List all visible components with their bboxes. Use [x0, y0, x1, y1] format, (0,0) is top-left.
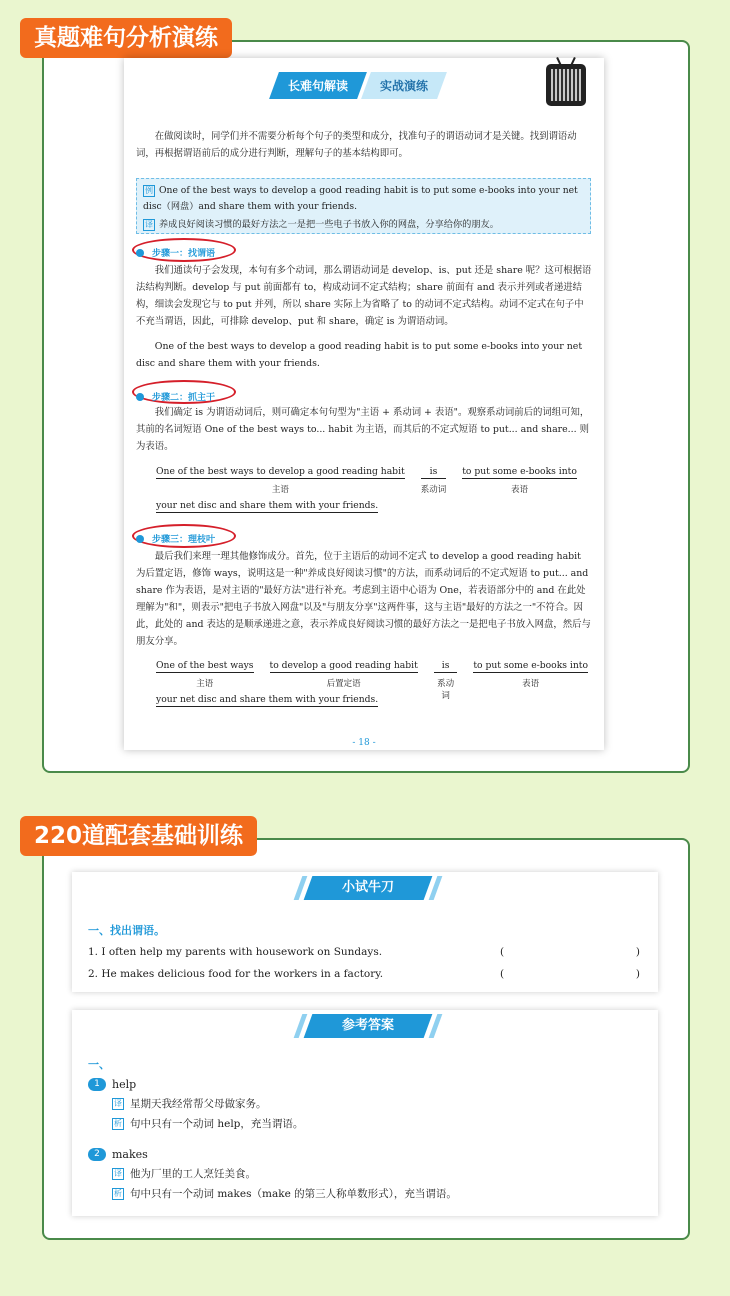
exercise-section-title: 一、找出谓语。	[88, 924, 165, 937]
answer-item: 1 help	[88, 1078, 136, 1091]
translation-text: 养成良好阅读习惯的最好方法之一是把一些电子书放入你的网盘，分享给你的朋友。	[159, 219, 499, 230]
translation-mark: 译	[145, 220, 153, 229]
answer-section-title: 一、	[88, 1058, 110, 1071]
intro-paragraph: 在做阅读时，同学们并不需要分析每个句子的类型和成分，找准句子的谓语动词才是关键。找到谓语动词，再根据谓语前后的成分进行判断，理解句子的基本结构即可。	[136, 131, 577, 159]
sentence-breakdown-2	[156, 466, 593, 495]
step3-heading: 步骤三：理枝叶	[136, 532, 215, 545]
exercise-card	[72, 872, 658, 992]
answer-card	[72, 1010, 658, 1216]
answer-blank[interactable]: ( )	[500, 968, 640, 980]
page-number: - 18 -	[352, 738, 376, 748]
example-mark: 例	[145, 186, 153, 195]
step1-sentence: One of the best ways to develop a good reading habit is to put some e-books into your net disc and share them with your friends.	[136, 341, 583, 369]
card-banner: 小试牛刀	[304, 876, 433, 900]
sentence-continuation-3: your net disc and share them with your friends.	[156, 694, 379, 705]
question-row: 1. I often help my parents with housework on Sundays. ( )	[88, 946, 640, 958]
segment: is 系动词	[434, 660, 458, 689]
answer-item: 2 makes	[88, 1148, 148, 1161]
example-text: One of the best ways to develop a good reading habit is to put some e-books into your net disc（网盘）and share them with your friends.	[143, 185, 578, 212]
example-box	[136, 178, 591, 234]
answer-analysis: 析 句中只有一个动词 makes（make 的第三人称单数形式），充当谓语。	[114, 1188, 457, 1200]
question-row: 2. He makes delicious food for the workers in a factory. ( )	[88, 968, 640, 980]
answer-analysis: 析 句中只有一个动词 help，充当谓语。	[114, 1118, 304, 1130]
step1-heading: 步骤一：找谓语	[136, 246, 215, 259]
segment: One of the best ways to develop a good reading habit 主语	[156, 466, 405, 495]
answer-translation: 译 他为厂里的工人烹饪美食。	[114, 1168, 256, 1180]
banner-right-label: 实战演练	[380, 79, 429, 93]
sentence-continuation-2: your net disc and share them with your friends.	[156, 500, 379, 511]
bullet-icon	[136, 249, 144, 257]
segment: One of the best ways 主语	[156, 660, 254, 689]
banner-left-label: 长难句解读	[288, 79, 349, 93]
step2-heading: 步骤二：抓主干	[136, 390, 215, 403]
bullet-icon	[136, 535, 144, 543]
segment: to put some e-books into 表语	[473, 660, 588, 689]
section-tag-sentence-analysis: 真题难句分析演练	[20, 18, 232, 58]
segment: to develop a good reading habit 后置定语	[269, 660, 418, 689]
number-badge: 2	[88, 1148, 106, 1161]
segment: to put some e-books into 表语	[462, 466, 577, 495]
segment: is 系动词	[420, 466, 447, 495]
step2-paragraph: 我们确定 is 为谓语动词后，则可确定本句句型为"主语 + 系动词 + 表语"。观察系动词前后的词组可知，其前的名词短语 One of the best ways to... habit 为主语，而其后的不定式短语 to put... and share... 则为表语。	[136, 407, 590, 452]
page-banner	[274, 72, 442, 99]
step1-paragraph: 我们通读句子会发现，本句有多个动词，那么谓语动词是 develop、is、put 还是 share 呢？这可根据语法结构判断。develop 与 put 前面都有 to，构成动词不定式结构；share 前面有 and 表示并列或者递进结构，细读会发现它与 to put 并列，所以 share 实际上为省略了 to 的动词不定式结构。动词不定式在句子中不充当谓语，因此，可排除 develop、put 和 share，确定 is 为谓语动词。	[136, 265, 592, 327]
tv-qr-icon	[546, 64, 586, 106]
answer-translation: 译 星期天我经常帮父母做家务。	[114, 1098, 267, 1110]
step3-paragraph: 最后我们来理一理其他修饰成分。首先，位于主语后的动词不定式 to develop a good reading habit 为后置定语，修饰 ways，说明这是一种"养成良好阅读习惯"的方法，而系动词后的不定式短语 to put... and share 作为表语，是对主语的"最好方法"进行补充。考虑到主语中心语为 One，若表语部分中的 and 在此处理解为"和"，则表示"把电子书放入网盘"以及"与朋友分享"这两件事，这与主语"最好的方法之一"不符合。因此，此处的 and 表达的是顺承递进之意，表示养成良好阅读习惯的最好方法之一是把电子书放入网盘，然后与朋友分享。	[136, 551, 591, 647]
section-tag-exercises: 220道配套基础训练	[20, 816, 257, 856]
book-page	[124, 58, 604, 750]
card-banner: 参考答案	[304, 1014, 433, 1038]
number-badge: 1	[88, 1078, 106, 1091]
bullet-icon	[136, 393, 144, 401]
answer-blank[interactable]: ( )	[500, 946, 640, 958]
